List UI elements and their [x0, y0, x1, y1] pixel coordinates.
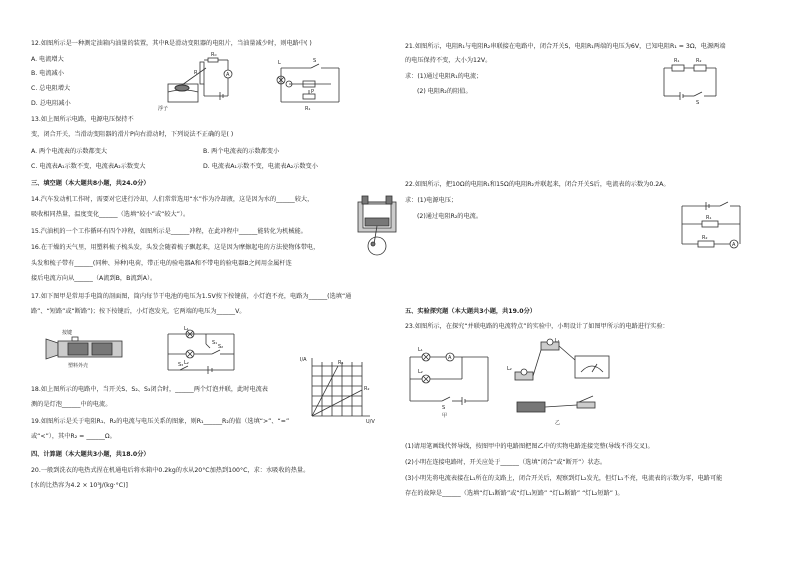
q16-line3: 接后电流方向从______（A流到B，B流到A）。 — [31, 275, 157, 282]
battery-pack — [517, 402, 545, 412]
svg-text:L₁: L₁ — [184, 326, 189, 332]
svg-text:A: A — [732, 242, 736, 248]
svg-text:S: S — [442, 405, 446, 411]
svg-text:R₁: R₁ — [338, 360, 344, 366]
q23-line1: 23.如图所示，在探究“并联电路的电流特点”的实验中，小明设计了如图甲所示的电路进行实验： — [405, 323, 669, 330]
flashlight-figure — [42, 327, 132, 367]
svg-text:P: P — [311, 89, 315, 95]
circuit-23-yi-figure — [505, 338, 625, 426]
q13-option-b: B. 两个电流表的示数都变小 — [203, 148, 280, 155]
q13-line1: 13.如上图所示电路，电源电压保持不 — [31, 116, 134, 123]
button-label: 按键 — [62, 330, 73, 336]
svg-text:S: S — [696, 100, 700, 106]
svg-text:I/A: I/A — [300, 357, 307, 363]
shell-label: 塑料外壳 — [68, 363, 89, 369]
q13-option-a: A. 两个电流表的示数都变大 — [31, 148, 108, 155]
flashlight-body — [58, 341, 122, 357]
line-r2 — [312, 390, 362, 416]
label-yi: 乙 — [555, 420, 561, 426]
q18-line1: 18.如上图所示的电路中，当开关S、S₂、S₃闭合时，______两个灯泡并联，此时电流表 — [31, 386, 268, 393]
q14-line2: 吸收相同热量，温度变化______（选填“较小”或“较大”）。 — [31, 211, 190, 218]
q21-line4: (2) 电阻R₂的阻值。 — [417, 88, 472, 95]
svg-text:S₁: S₁ — [212, 340, 218, 346]
line-r1 — [312, 366, 338, 416]
iu-graph-figure — [300, 356, 382, 424]
circuit-18-figure — [160, 326, 242, 376]
svg-text:A: A — [448, 355, 452, 361]
q21-line2: 的电压保持不变，大小为12V。 — [405, 57, 492, 64]
switch-s1 — [206, 344, 210, 348]
resistor-r2 — [694, 65, 706, 71]
q21-line3: 求：(1)通过电阻R₁的电流； — [405, 73, 483, 80]
float — [175, 85, 189, 91]
svg-text:L₂: L₂ — [418, 369, 423, 375]
svg-text:R₀: R₀ — [211, 52, 217, 58]
switch-s — [442, 397, 450, 401]
circuit-23-jia-figure — [402, 343, 494, 417]
piston — [365, 218, 389, 226]
q12-option-d: D. 总电阻减小 — [31, 100, 71, 107]
switch-s — [311, 64, 319, 68]
rheostat-r — [200, 62, 204, 84]
q20-line2: [水的比热容为4.2 × 10³J/(kg·°C)] — [31, 482, 128, 489]
q21-line1: 21.如图所示，电阻R₁与电阻R₂串联接在电路中，闭合开关S，电阻R₁两端的电压为6V，已知电阻R₁ = 3Ω，电源两端 — [405, 43, 726, 50]
ammeter-device — [575, 356, 609, 378]
svg-text:L₂: L₂ — [507, 366, 512, 372]
svg-text:R₁: R₁ — [674, 58, 680, 64]
battery-1 — [68, 343, 88, 355]
svg-text:U/V: U/V — [366, 419, 375, 425]
svg-text:S₂: S₂ — [218, 344, 224, 350]
q12-stem: 12.如图所示是一种测定油箱内油量的装置，其中R是滑动变阻器的电阻片，当油量减少时，则电路中( ) — [31, 40, 312, 47]
float-label: 浮子 — [158, 106, 169, 112]
q13-option-d: D. 电流表A₁示数不变，电流表A₂示数变小 — [203, 163, 318, 170]
q22-line2: 求：(1)电源电压； — [405, 197, 458, 204]
q19-line2: 或“<”），其中R₂ = ______Ω。 — [31, 433, 116, 440]
q16-line2: 头发和梳子带有______(同种、异种)电荷，带正电的验电器A和不带电的验电器B之间用金属杆连 — [31, 260, 292, 267]
svg-text:R₂: R₂ — [696, 58, 702, 64]
svg-text:L₁: L₁ — [418, 347, 423, 353]
circuit-13-figure — [275, 54, 345, 114]
q23-sub2: (2)小明在连接电路时，开关应处于______（选填“闭合”或“断开”）状态。 — [405, 459, 607, 466]
q14-line1: 14.汽车发动机工作时，需要对它进行冷却，人们常常选用“水”作为冷却液，这是因为水的______较大， — [31, 196, 314, 203]
q23-sub1: (1)请用笔画线代替导线，按图甲中的电路图把图乙中的实物电路连接完整(导线不得交叉)。 — [405, 443, 654, 450]
svg-text:R₁: R₁ — [305, 106, 311, 112]
switch-s — [694, 92, 702, 96]
svg-text:R₂: R₂ — [702, 235, 708, 241]
section-5-heading: 五、实验探究题（本大题共3小题，共19.0分） — [405, 308, 536, 315]
resistor-r1 — [702, 221, 718, 227]
svg-text:R: R — [194, 70, 198, 76]
q13-option-c: C. 电流表A₁示数不变，电流表A₂示数变大 — [31, 163, 146, 170]
button — [72, 337, 78, 341]
label-jia: 甲 — [442, 413, 448, 419]
svg-text:S: S — [313, 58, 317, 64]
q17-line1: 17.如下图甲是常用手电筒的剖面图，筒内每节干电池的电压为1.5V按下按键前，小灯泡不亮，电路为______(选填“通 — [31, 293, 352, 300]
q19-line1: 19.如图所示是关于电阻R₁、R₂的电流与电压关系的图象，则R₁______R₂的值（选填“>”、“=” — [31, 418, 290, 425]
resistor-r2 — [698, 241, 714, 247]
q12-option-c: C. 总电阻增大 — [31, 85, 71, 92]
q22-line1: 22.如图所示，把10Ω的电阻R₁和15Ω的电阻R₂并联起来，闭合开关S后，电流表的示数为0.2A。 — [405, 181, 670, 188]
section-4-heading: 四、计算题（本大题共3小题，共18.0分） — [31, 451, 150, 458]
q23-sub3b: 存在的故障是______（选填“灯L₁断路”或“灯L₁短路” “灯L₂断路” “灯L₂短路” )。 — [405, 490, 624, 497]
svg-text:L₂: L₂ — [184, 360, 189, 366]
fuel-gauge-figure — [158, 52, 238, 112]
svg-text:L: L — [278, 60, 281, 66]
q23-sub3a: (3)小明先将电流表接在L₁所在的支路上，闭合开关后，观察到灯L₂发光，但灯L₁不亮，电流表的示数为零，电路可能 — [405, 475, 723, 482]
engine-cylinder-figure — [354, 194, 400, 260]
q20-line1: 20.一般到洗衣的电热式捏在机通电后将水箱中0.2kg的水从20°C加热到100°C，求：水吸收的热量。 — [31, 467, 310, 474]
circuit-22-figure — [676, 200, 748, 252]
svg-text:R₁: R₁ — [706, 215, 712, 221]
battery-2 — [92, 343, 112, 355]
q22-line3: (2)通过电阻R₂的电流。 — [417, 213, 483, 220]
q13-line2: 变，闭合开关，当滑动变阻器的滑片P向右滑动时，下列说法不正确的是( ) — [31, 131, 234, 138]
switch-device — [577, 402, 595, 408]
q17-line2: 路”、“短路”或“断路”)；按下按键后，小灯泡发光，它两端的电压为______V。 — [31, 308, 246, 315]
svg-text:S₃: S₃ — [178, 362, 184, 368]
svg-text:R₂: R₂ — [364, 386, 370, 392]
circuit-21-figure — [660, 54, 720, 104]
switch-s — [720, 202, 728, 206]
resistor-r0 — [208, 58, 218, 62]
crankshaft — [368, 237, 386, 255]
q12-option-b: B. 电流减小 — [31, 70, 64, 77]
svg-text:L₁: L₁ — [555, 338, 560, 344]
switch-s2 — [212, 350, 220, 354]
section-3-heading: 三、填空题（本大题共8小题，共24.0分） — [31, 180, 150, 187]
q18-line2: 测的是灯泡______中的电流。 — [31, 401, 112, 408]
q12-option-a: A. 电流增大 — [31, 56, 64, 63]
svg-text:A: A — [226, 72, 230, 78]
q15-line1: 15.汽油机的一个工作循环有四个冲程，如图所示是______冲程，在此冲程中______能转化为机械能。 — [31, 228, 307, 235]
resistor-r1 — [672, 65, 684, 71]
q16-line1: 16.在干燥的天气里，用塑料梳子梳头发，头发会随着梳子飘起来，这是因为摩擦起电的方法使物体带电， — [31, 244, 320, 251]
